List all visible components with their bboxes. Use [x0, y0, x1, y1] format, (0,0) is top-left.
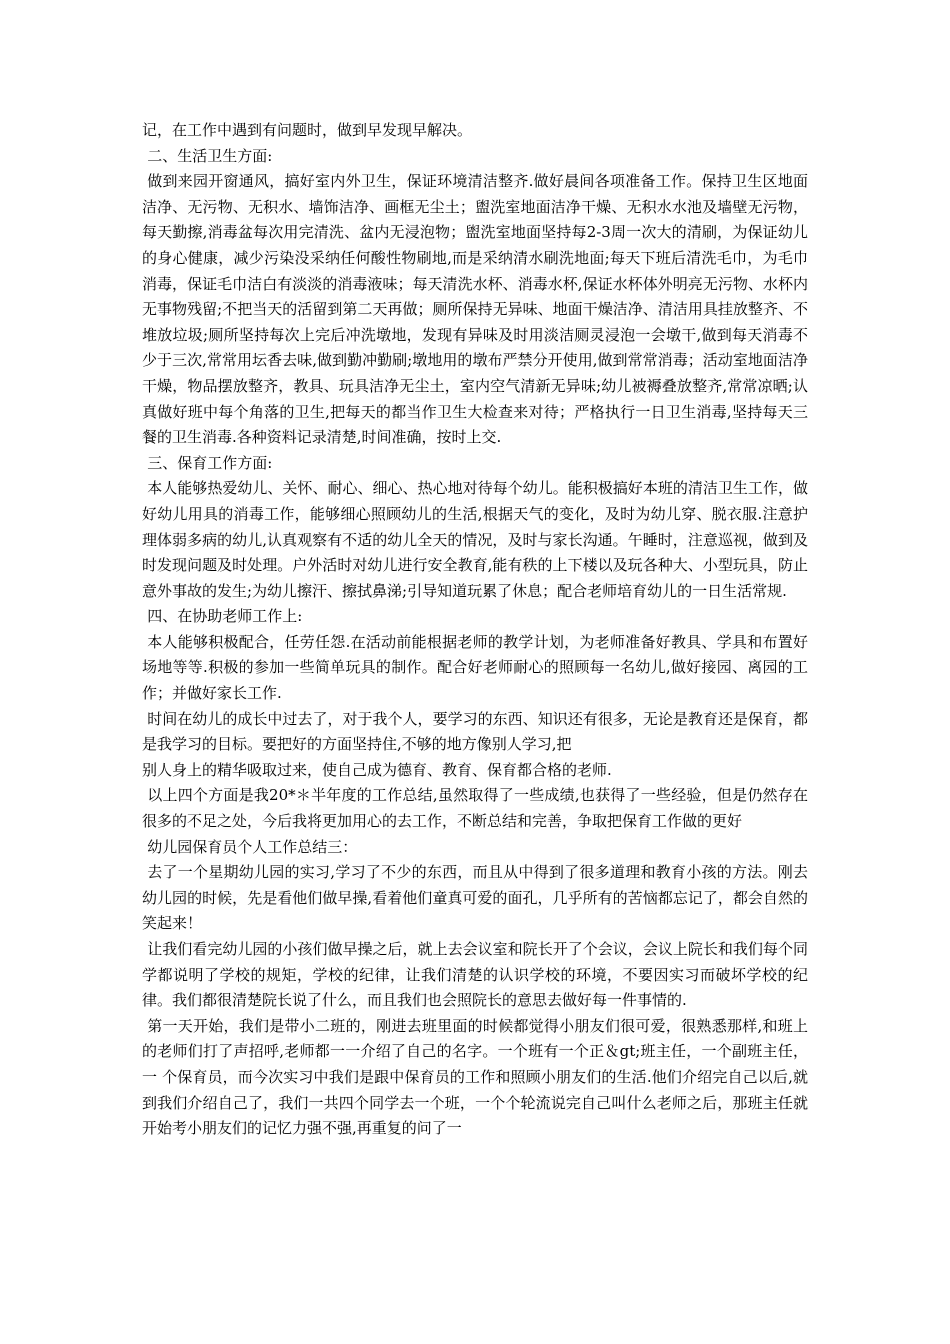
heading-summary-three: 幼儿园保育员个人工作总结三：: [147, 837, 358, 856]
paragraph-intro-end: 记，在工作中遇到有问题时，做到早发现早解决。: [142, 121, 473, 139]
heading-hygiene: 二、生活卫生方面:: [147, 146, 273, 165]
paragraph-hygiene: 做到来园开窗通风，搞好室内外卫生，保证环境清洁整齐.做好晨间各项准备工作。保持卫生区地面洁净、无污物、无积水、墙饰洁净、画框无尘土；盥洗室地面洁净干燥、无积水水池及墙壁无污物，每天勤擦,消毒盆每次用完清洗、盆内无浸泡物；盥洗室地面坚持每2-3周一次大的清刷，为保证幼儿的身心健康，减少污染没采纳任何酸性物刷地,而是采纳清水刷洗地面;每天下班后清洗毛巾，为毛巾消毒，保证毛巾洁白有淡淡的消毒液味；每天清洗水杯、消毒水杯,保证水杯体外明亮无污物、水杯内无事物残留;不把当天的活留到第二天再做；厕所保持无异味、地面干燥洁净、清洁用具挂放整齐、不堆放垃圾;厕所坚持每次上完后冲洗墩地，发现有异味及时用淡洁厕灵浸泡一会墩干,做到每天消毒不少于三次,常常用坛香去味,做到勤冲勤刷;墩地用的墩布严禁分开使用,做到常常消毒；活动室地面洁净干燥，物品摆放整齐，教具、玩具洁净无尘土，室内空气清新无异味;幼儿被褥叠放整齐,常常凉晒;认真做好班中每个角落的卫生,把每天的都当作卫生大检查来对待；严格执行一日卫生消毒,坚持每天三餐的卫生消毒.各种资料记录清楚,时间准确，按时上交.: [142, 172, 808, 447]
paragraph-summary: 以上四个方面是我20*＊半年度的工作总结,虽然取得了一些成绩,也获得了一些经验，但是仍然存在很多的不足之处，今后我将更加用心的去工作，不断总结和完善，争取把保育工作做的更好: [142, 786, 808, 831]
paragraph-care-work: 本人能够热爱幼儿、关怀、耐心、细心、热心地对待每个幼儿。能积极搞好本班的清洁卫生工作，做好幼儿用具的消毒工作，能够细心照顾幼儿的生活,根据天气的变化，及时为幼儿穿、脱衣服.注意护理体弱多病的幼儿,认真观察有不适的幼儿全天的情况，及时与家长沟通。午睡时，注意巡视，做到及时发现问题及时处理。户外活时对幼儿进行安全教育,能有秩的上下楼以及玩各种大、小型玩具，防止意外事故的发生;为幼儿擦汗、擦拭鼻涕;引导知道玩累了休息；配合老师培育幼儿的一日生活常规.: [142, 479, 808, 600]
paragraph-meeting: 让我们看完幼儿园的小孩们做早操之后，就上去会议室和院长开了个会议，会议上院长和我们每个同学都说明了学校的规矩，学校的纪律，让我们清楚的认识学校的环境，不要因实习而破坏学校的纪律。我们都很清楚院长说了什么，而且我们也会照院长的意思去做好每一件事情的.: [142, 940, 808, 1010]
heading-care-work: 三、保育工作方面:: [147, 453, 273, 472]
document-page: [142, 118, 808, 1142]
paragraph-internship-week: 去了一个星期幼儿园的实习,学习了不少的东西，而且从中得到了很多道理和教育小孩的方法。刚去幼儿园的时候，先是看他们做早操,看着他们童真可爱的面孔，几乎所有的苦恼都忘记了，都会自然的笑起来！: [142, 863, 808, 933]
paragraph-assist-teacher: 本人能够积极配合，任劳任怨.在活动前能根据老师的教学计划，为老师准备好教具、学具和布置好场地等等.积极的参加一些简单玩具的制作。配合好老师耐心的照顾每一名幼儿,做好接园、离园的工作；并做好家长工作.: [142, 632, 808, 703]
heading-assist-teacher: 四、在协助老师工作上:: [147, 607, 303, 626]
paragraph-reflection-continued: 别人身上的精华吸取过来，使自己成为德育、教育、保育都合格的老师.: [142, 760, 612, 779]
paragraph-first-day: 第一天开始，我们是带小二班的，刚进去班里面的时候都觉得小朋友们很可爱，很熟悉那样,和班上的老师们打了声招呼,老师都一一介绍了自己的名字。一个班有一个正＆gt;班主任，一个副班主任，一 个保育员，而今次实习中我们是跟中保育员的工作和照顾小朋友们的生活.他们介绍完自己以后,就到我们介绍自己了，我们一共四个同学去一个班，一个个轮流说完自己叫什么老师之后，那班主任就开始考小朋友们的记忆力强不强,再重复的问了一: [142, 1016, 808, 1138]
paragraph-reflection: 时间在幼儿的成长中过去了，对于我个人，要学习的东西、知识还有很多，无论是教育还是保育，都是我学习的目标。要把好的方面坚持住,不够的地方像别人学习,把: [142, 709, 808, 754]
